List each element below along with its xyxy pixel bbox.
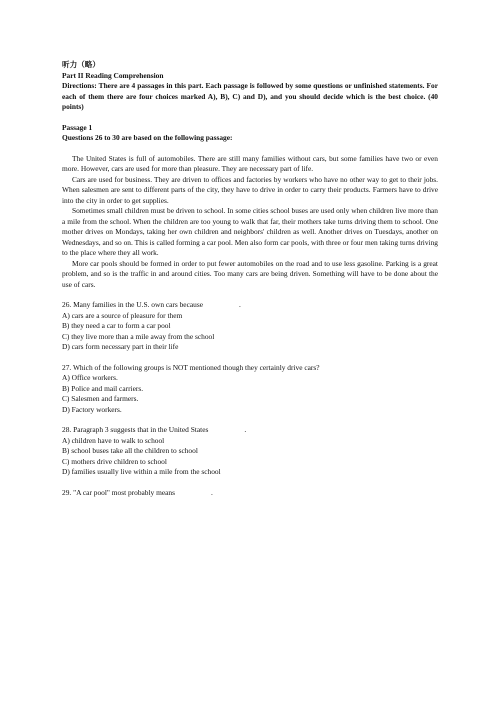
option-a: A) cars are a source of pleasure for them [62,310,183,320]
option-d: D) Factory workers. [62,404,122,414]
passage-intro: Questions 26 to 30 are based on the following passage: [62,133,233,142]
passage-body [62,154,438,291]
option-b: B) Police and mail carriers. [62,383,144,393]
passage-label: Passage 1 [62,122,93,132]
stem-end: . [244,425,247,434]
question-stem: 27. Which of the following groups is NOT mentioned though they certainly drive cars? [62,362,320,372]
stem-end: . [239,300,241,309]
option-d: D) cars form necessary part in their life [62,342,179,351]
stem-end: . [210,487,213,497]
paragraph: Sometimes small children must be driven to school. In some cities school buses are used only when children live more than a mile from the school. When the children are too young to walk that far, their mothers take turns driving them to school. One mother drives on Mondays, taking her own children and neighbors' children as well. Another drives on Tuesdays, another on Wednesdays, and so on. This is called forming a car pool. Men also form car pools, with three or four men taking turns driving to the place where they all work. [62,206,438,257]
option-b: B) they need a car to form a car pool [62,321,171,330]
option-c: C) Salesmen and farmers. [62,394,139,403]
option-c: C) they live more than a mile away from the school [62,331,215,341]
listening-heading: 听力（略） [62,60,100,69]
question-stem [62,425,438,436]
exam-page [62,60,438,498]
question-stem [62,300,438,311]
question-26 [62,300,438,353]
option-c: C) mothers drive children to school [62,456,167,466]
stem-text: 29. "A car pool" most probably means [62,487,175,497]
stem-text: 28. Paragraph 3 suggests that in the United States [62,425,209,434]
question-29 [62,488,438,499]
question-28 [62,425,438,478]
option-d: D) families usually live within a mile from the school [62,467,221,476]
stem-text: 26. Many families in the U.S. own cars because [62,300,204,309]
option-b: B) school buses take all the children to school [62,446,198,455]
option-a: A) children have to walk to school [62,435,165,445]
option-a: A) Office workers. [62,373,118,382]
question-stem [62,488,438,499]
paragraph: Cars are used for business. They are driven to offices and factories by workers who have no other way to get to their jobs. When salesmen are sent to different parts of the city, they have to drive in order to carry their products. Farmers have to drive into the city in order to get supplies. [62,174,438,205]
part-title: Part II Reading Comprehension [62,70,164,80]
paragraph: More car pools should be formed in order to put fewer automobiles on the road and to use less gasoline. Parking is a great problem, and so is the traffic in and around cities. Too many cars are being driven. Something will have to be done about the use of cars. [62,258,438,289]
paragraph: The United States is full of automobiles. There are still many families without cars, but some families have two or even more. However, cars are used for more than pleasure. They are necessary part of life. [62,153,438,173]
directions: Directions: There are 4 passages in this part. Each passage is followed by some questions or unfinished statements. For each of them there are four choices marked A), B), C) and D), and you should decide which is the best choice. (40 points) [62,81,438,111]
question-27 [62,363,438,416]
